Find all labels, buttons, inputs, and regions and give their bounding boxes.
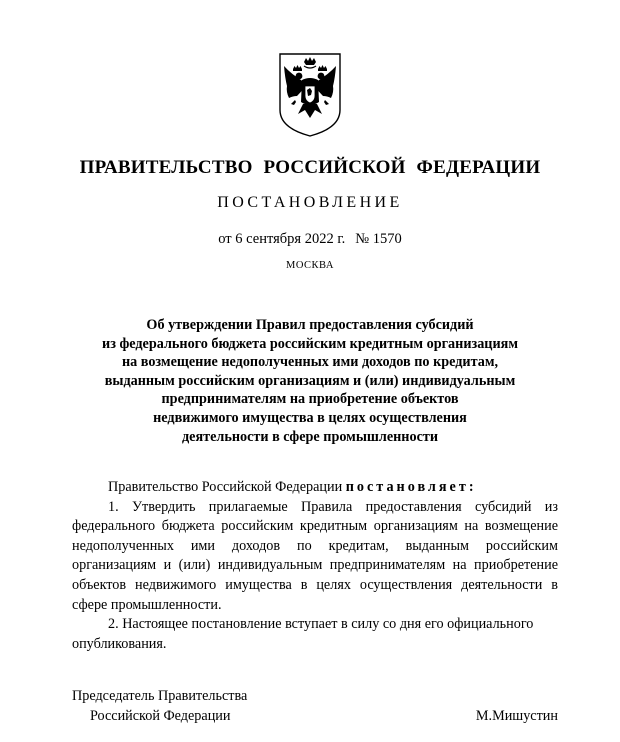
- signer-name: М.Мишустин: [475, 708, 558, 724]
- signature-row: [72, 706, 558, 726]
- title-line: на возмещение недополученных ими доходов по кредитам,: [121, 354, 499, 371]
- title-line: деятельности в сфере промышленности: [181, 428, 439, 445]
- title-line: Об утверждении Правил предоставления субсидий: [146, 317, 474, 333]
- title-line: из федерального бюджета российским кредитным организациям: [102, 335, 518, 352]
- government-title: ПРАВИТЕЛЬСТВО РОССИЙСКОЙ ФЕДЕРАЦИИ: [79, 157, 541, 178]
- date-number-line: [0, 231, 620, 248]
- title-line: выданным российским организациям и (или) индивидуальным: [104, 372, 516, 389]
- document-title: [60, 316, 560, 446]
- title-line: недвижимого имущества в целях осуществления: [153, 409, 467, 426]
- item-2: 2. Настоящее постановление вступает в силу со дня его официального опубликования.: [72, 616, 534, 652]
- signer-position-line1: Председатель Правительства: [72, 688, 248, 704]
- document-type: ПОСТАНОВЛЕНИЕ: [217, 194, 403, 211]
- document-body: [72, 478, 558, 654]
- intro-text: Правительство Российской Федерации: [108, 479, 343, 495]
- item-1: 1. Утвердить прилагаемые Правила предоставления субсидий из федерального бюджета российским кредитным организациям на возмещение недополученных ими доходов по кредитам, выданным российским организациям и (или) индивидуальным предпринимателям на приобретение объектов недвижимого имущества в целях осуществления деятельности в сфере промышленности.: [72, 498, 558, 613]
- signature-block: [72, 686, 558, 726]
- document-date: от 6 сентября 2022 г.: [218, 231, 346, 247]
- document-number: № 1570: [355, 231, 402, 247]
- intro-bold: постановляет:: [345, 479, 477, 495]
- signer-position-line2: Российской Федерации: [90, 708, 231, 724]
- resolution-intro: [72, 478, 558, 498]
- city: МОСКВА: [286, 260, 334, 271]
- title-line: предпринимателям на приобретение объектов: [161, 391, 459, 408]
- coat-of-arms-icon: [277, 52, 343, 138]
